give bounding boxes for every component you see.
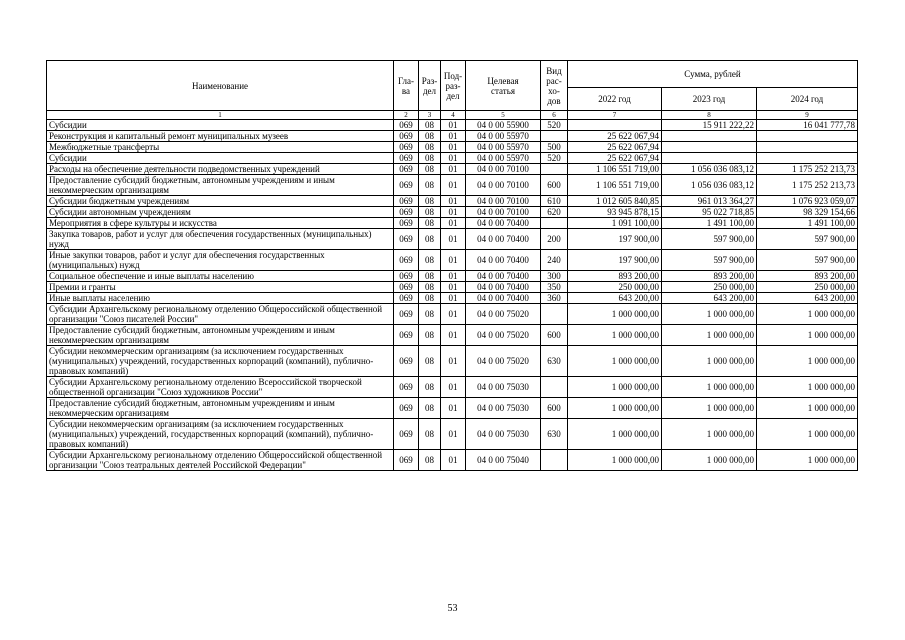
row-sum-2024: 597 900,00 (757, 229, 858, 250)
row-sum-2022: 197 900,00 (568, 229, 662, 250)
row-glava: 069 (394, 153, 419, 164)
row-sum-2023: 893 200,00 (662, 271, 757, 282)
row-celevaya-statya: 04 0 00 70400 (466, 293, 541, 304)
row-name: Закупка товаров, работ и услуг для обеспечения государственных (муниципальных) нужд (47, 229, 394, 250)
row-glava: 069 (394, 207, 419, 218)
row-celevaya-statya: 04 0 00 55970 (466, 142, 541, 153)
row-razdel: 08 (419, 250, 441, 271)
row-name: Предоставление субсидий бюджетным, автономным учреждениям и иным некоммерческим организациям (47, 398, 394, 419)
row-glava: 069 (394, 250, 419, 271)
row-podrazdel: 01 (441, 250, 466, 271)
table-row (47, 196, 858, 207)
row-vid-rashodov: 300 (541, 271, 568, 282)
row-razdel: 08 (419, 207, 441, 218)
row-razdel: 08 (419, 218, 441, 229)
row-podrazdel: 01 (441, 153, 466, 164)
row-sum-2022: 893 200,00 (568, 271, 662, 282)
row-vid-rashodov: 620 (541, 207, 568, 218)
row-vid-rashodov (541, 304, 568, 325)
row-podrazdel: 01 (441, 218, 466, 229)
column-number: 8 (662, 111, 757, 120)
row-sum-2022: 1 000 000,00 (568, 346, 662, 377)
row-sum-2022: 197 900,00 (568, 250, 662, 271)
row-podrazdel: 01 (441, 450, 466, 471)
row-sum-2024 (757, 131, 858, 142)
row-vid-rashodov: 500 (541, 142, 568, 153)
row-sum-2022: 1 106 551 719,00 (568, 164, 662, 175)
row-sum-2024 (757, 153, 858, 164)
row-razdel: 08 (419, 175, 441, 196)
row-razdel: 08 (419, 282, 441, 293)
row-razdel: 08 (419, 164, 441, 175)
row-sum-2023: 1 000 000,00 (662, 419, 757, 450)
row-name: Субсидии некоммерческим организациям (за исключением государственных (муниципальных) учреждений, государственных корпораций (компаний), публично-правовых компаний) (47, 346, 394, 377)
header-podrazdel: Под- раз- дел (441, 61, 466, 111)
row-celevaya-statya: 04 0 00 55970 (466, 153, 541, 164)
row-sum-2023: 597 900,00 (662, 250, 757, 271)
column-number: 3 (419, 111, 441, 120)
row-celevaya-statya: 04 0 00 70100 (466, 164, 541, 175)
row-celevaya-statya: 04 0 00 70400 (466, 282, 541, 293)
header-celevaya-statya: Целевая статья (466, 61, 541, 111)
row-name: Субсидии (47, 120, 394, 131)
row-podrazdel: 01 (441, 377, 466, 398)
row-sum-2024: 1 491 100,00 (757, 218, 858, 229)
row-podrazdel: 01 (441, 419, 466, 450)
row-sum-2024: 1 000 000,00 (757, 377, 858, 398)
table-row (47, 175, 858, 196)
header-year-2022: 2022 год (568, 88, 662, 111)
row-razdel: 08 (419, 304, 441, 325)
row-razdel: 08 (419, 346, 441, 377)
row-name: Субсидии бюджетным учреждениям (47, 196, 394, 207)
row-sum-2023: 1 000 000,00 (662, 377, 757, 398)
row-vid-rashodov: 360 (541, 293, 568, 304)
column-number-row (47, 111, 858, 120)
row-sum-2022: 1 106 551 719,00 (568, 175, 662, 196)
row-sum-2023: 95 022 718,85 (662, 207, 757, 218)
row-glava: 069 (394, 142, 419, 153)
row-vid-rashodov: 520 (541, 120, 568, 131)
row-celevaya-statya: 04 0 00 55970 (466, 131, 541, 142)
row-glava: 069 (394, 398, 419, 419)
column-number: 7 (568, 111, 662, 120)
header-year-2023: 2023 год (662, 88, 757, 111)
header-razdel: Раз- дел (419, 61, 441, 111)
row-podrazdel: 01 (441, 282, 466, 293)
page-number: 53 (447, 603, 458, 614)
row-name: Реконструкция и капитальный ремонт муниципальных музеев (47, 131, 394, 142)
row-name: Межбюджетные трансферты (47, 142, 394, 153)
table-row (47, 142, 858, 153)
row-sum-2024: 1 000 000,00 (757, 398, 858, 419)
header-year-2024: 2024 год (757, 88, 858, 111)
header-name: Наименование (47, 61, 394, 111)
row-name: Предоставление субсидий бюджетным, автономным учреждениям и иным некоммерческим организациям (47, 325, 394, 346)
row-celevaya-statya: 04 0 00 55900 (466, 120, 541, 131)
row-sum-2024: 1 000 000,00 (757, 304, 858, 325)
row-sum-2022: 1 000 000,00 (568, 450, 662, 471)
column-number: 9 (757, 111, 858, 120)
row-podrazdel: 01 (441, 164, 466, 175)
row-razdel: 08 (419, 142, 441, 153)
table-row (47, 229, 858, 250)
row-sum-2024: 1 076 923 059,07 (757, 196, 858, 207)
row-celevaya-statya: 04 0 00 75020 (466, 346, 541, 377)
row-vid-rashodov: 630 (541, 419, 568, 450)
row-name: Социальное обеспечение и иные выплаты населению (47, 271, 394, 282)
row-podrazdel: 01 (441, 293, 466, 304)
row-sum-2023: 1 491 100,00 (662, 218, 757, 229)
row-sum-2022: 250 000,00 (568, 282, 662, 293)
row-podrazdel: 01 (441, 207, 466, 218)
row-vid-rashodov: 610 (541, 196, 568, 207)
row-name: Субсидии некоммерческим организациям (за исключением государственных (муниципальных) учреждений, государственных корпораций (компаний), публично-правовых компаний) (47, 419, 394, 450)
row-sum-2023: 1 000 000,00 (662, 450, 757, 471)
table-row (47, 282, 858, 293)
row-sum-2023: 643 200,00 (662, 293, 757, 304)
row-celevaya-statya: 04 0 00 75030 (466, 398, 541, 419)
row-glava: 069 (394, 229, 419, 250)
row-razdel: 08 (419, 153, 441, 164)
row-celevaya-statya: 04 0 00 70400 (466, 218, 541, 229)
column-number: 2 (394, 111, 419, 120)
row-podrazdel: 01 (441, 131, 466, 142)
header-vid-rashodov: Вид рас- хо- дов (541, 61, 568, 111)
row-razdel: 08 (419, 293, 441, 304)
row-sum-2024: 16 041 777,78 (757, 120, 858, 131)
header-glava: Гла- ва (394, 61, 419, 111)
table-row (47, 207, 858, 218)
row-sum-2022: 643 200,00 (568, 293, 662, 304)
row-glava: 069 (394, 346, 419, 377)
row-name: Субсидии автономным учреждениям (47, 207, 394, 218)
row-glava: 069 (394, 419, 419, 450)
row-celevaya-statya: 04 0 00 70400 (466, 271, 541, 282)
row-sum-2023: 1 000 000,00 (662, 346, 757, 377)
row-sum-2023 (662, 142, 757, 153)
row-vid-rashodov (541, 218, 568, 229)
row-glava: 069 (394, 175, 419, 196)
row-celevaya-statya: 04 0 00 70100 (466, 196, 541, 207)
row-sum-2024: 1 000 000,00 (757, 346, 858, 377)
table-row (47, 304, 858, 325)
row-sum-2023: 1 000 000,00 (662, 304, 757, 325)
row-vid-rashodov (541, 164, 568, 175)
row-razdel: 08 (419, 271, 441, 282)
row-sum-2024: 1 000 000,00 (757, 419, 858, 450)
row-celevaya-statya: 04 0 00 75030 (466, 419, 541, 450)
row-name: Субсидии Архангельскому региональному отделению Всероссийской творческой общественной организации "Союз художников России" (47, 377, 394, 398)
row-name: Субсидии Архангельскому региональному отделению Общероссийской общественной организации "Союз писателей России" (47, 304, 394, 325)
row-vid-rashodov (541, 377, 568, 398)
row-sum-2024: 1 000 000,00 (757, 450, 858, 471)
row-sum-2024: 98 329 154,66 (757, 207, 858, 218)
table-row (47, 218, 858, 229)
row-sum-2024: 643 200,00 (757, 293, 858, 304)
row-glava: 069 (394, 282, 419, 293)
row-glava: 069 (394, 304, 419, 325)
row-name: Субсидии (47, 153, 394, 164)
row-celevaya-statya: 04 0 00 75030 (466, 377, 541, 398)
row-name: Иные выплаты населению (47, 293, 394, 304)
row-vid-rashodov: 200 (541, 229, 568, 250)
table-row (47, 346, 858, 377)
table-row (47, 325, 858, 346)
row-celevaya-statya: 04 0 00 70100 (466, 207, 541, 218)
row-glava: 069 (394, 131, 419, 142)
row-sum-2022: 1 000 000,00 (568, 325, 662, 346)
row-sum-2022: 93 945 878,15 (568, 207, 662, 218)
table-row (47, 164, 858, 175)
row-vid-rashodov: 240 (541, 250, 568, 271)
row-name: Предоставление субсидий бюджетным, автономным учреждениям и иным некоммерческим организациям (47, 175, 394, 196)
row-celevaya-statya: 04 0 00 75020 (466, 325, 541, 346)
row-podrazdel: 01 (441, 304, 466, 325)
row-celevaya-statya: 04 0 00 70400 (466, 229, 541, 250)
table-row (47, 131, 858, 142)
table-row (47, 250, 858, 271)
row-sum-2022: 1 000 000,00 (568, 398, 662, 419)
row-name: Премии и гранты (47, 282, 394, 293)
row-sum-2024: 597 900,00 (757, 250, 858, 271)
row-vid-rashodov (541, 131, 568, 142)
row-razdel: 08 (419, 325, 441, 346)
row-sum-2023: 1 000 000,00 (662, 325, 757, 346)
row-celevaya-statya: 04 0 00 70400 (466, 250, 541, 271)
row-podrazdel: 01 (441, 271, 466, 282)
row-sum-2022 (568, 120, 662, 131)
table-row (47, 293, 858, 304)
row-sum-2022: 1 000 000,00 (568, 304, 662, 325)
row-sum-2024: 1 175 252 213,73 (757, 175, 858, 196)
row-sum-2023: 250 000,00 (662, 282, 757, 293)
row-celevaya-statya: 04 0 00 70100 (466, 175, 541, 196)
column-number: 6 (541, 111, 568, 120)
budget-table (46, 60, 858, 471)
header-summa: Сумма, рублей (568, 61, 858, 88)
row-razdel: 08 (419, 377, 441, 398)
row-glava: 069 (394, 271, 419, 282)
row-glava: 069 (394, 450, 419, 471)
row-sum-2023: 597 900,00 (662, 229, 757, 250)
row-razdel: 08 (419, 398, 441, 419)
table-body (47, 120, 858, 471)
row-glava: 069 (394, 120, 419, 131)
row-sum-2023: 961 013 364,27 (662, 196, 757, 207)
row-vid-rashodov: 630 (541, 346, 568, 377)
row-name: Расходы на обеспечение деятельности подведомственных учреждений (47, 164, 394, 175)
row-glava: 069 (394, 325, 419, 346)
row-razdel: 08 (419, 196, 441, 207)
row-sum-2022: 1 091 100,00 (568, 218, 662, 229)
row-sum-2022: 25 622 067,94 (568, 142, 662, 153)
row-podrazdel: 01 (441, 120, 466, 131)
table-row (47, 450, 858, 471)
row-podrazdel: 01 (441, 229, 466, 250)
row-vid-rashodov: 600 (541, 325, 568, 346)
row-vid-rashodov: 600 (541, 175, 568, 196)
column-number: 5 (466, 111, 541, 120)
table-row (47, 398, 858, 419)
row-podrazdel: 01 (441, 398, 466, 419)
row-podrazdel: 01 (441, 142, 466, 153)
row-razdel: 08 (419, 120, 441, 131)
row-glava: 069 (394, 164, 419, 175)
column-number: 4 (441, 111, 466, 120)
row-podrazdel: 01 (441, 175, 466, 196)
row-sum-2024: 1 175 252 213,73 (757, 164, 858, 175)
row-razdel: 08 (419, 229, 441, 250)
table-row (47, 120, 858, 131)
row-glava: 069 (394, 293, 419, 304)
row-sum-2024: 1 000 000,00 (757, 325, 858, 346)
row-vid-rashodov: 520 (541, 153, 568, 164)
table-row (47, 153, 858, 164)
row-podrazdel: 01 (441, 196, 466, 207)
row-sum-2024: 893 200,00 (757, 271, 858, 282)
row-sum-2023: 15 911 222,22 (662, 120, 757, 131)
row-glava: 069 (394, 377, 419, 398)
row-sum-2023: 1 056 036 083,12 (662, 175, 757, 196)
row-celevaya-statya: 04 0 00 75020 (466, 304, 541, 325)
row-razdel: 08 (419, 131, 441, 142)
row-sum-2023: 1 000 000,00 (662, 398, 757, 419)
row-podrazdel: 01 (441, 325, 466, 346)
row-vid-rashodov: 350 (541, 282, 568, 293)
table-row (47, 271, 858, 282)
row-sum-2022: 25 622 067,94 (568, 153, 662, 164)
row-sum-2022: 1 000 000,00 (568, 419, 662, 450)
row-sum-2024: 250 000,00 (757, 282, 858, 293)
row-razdel: 08 (419, 450, 441, 471)
row-glava: 069 (394, 218, 419, 229)
row-glava: 069 (394, 196, 419, 207)
row-name: Иные закупки товаров, работ и услуг для обеспечения государственных (муниципальных) нужд (47, 250, 394, 271)
row-sum-2023 (662, 153, 757, 164)
row-name: Мероприятия в сфере культуры и искусства (47, 218, 394, 229)
row-name: Субсидии Архангельскому региональному отделению Общероссийской общественной организации "Союз театральных деятелей Российской Федерации" (47, 450, 394, 471)
row-podrazdel: 01 (441, 346, 466, 377)
row-sum-2022: 1 012 605 840,85 (568, 196, 662, 207)
row-razdel: 08 (419, 419, 441, 450)
row-celevaya-statya: 04 0 00 75040 (466, 450, 541, 471)
column-number: 1 (47, 111, 394, 120)
row-vid-rashodov (541, 450, 568, 471)
row-vid-rashodov: 600 (541, 398, 568, 419)
row-sum-2022: 1 000 000,00 (568, 377, 662, 398)
row-sum-2023 (662, 131, 757, 142)
table-row (47, 419, 858, 450)
table-row (47, 377, 858, 398)
row-sum-2023: 1 056 036 083,12 (662, 164, 757, 175)
row-sum-2022: 25 622 067,94 (568, 131, 662, 142)
row-sum-2024 (757, 142, 858, 153)
